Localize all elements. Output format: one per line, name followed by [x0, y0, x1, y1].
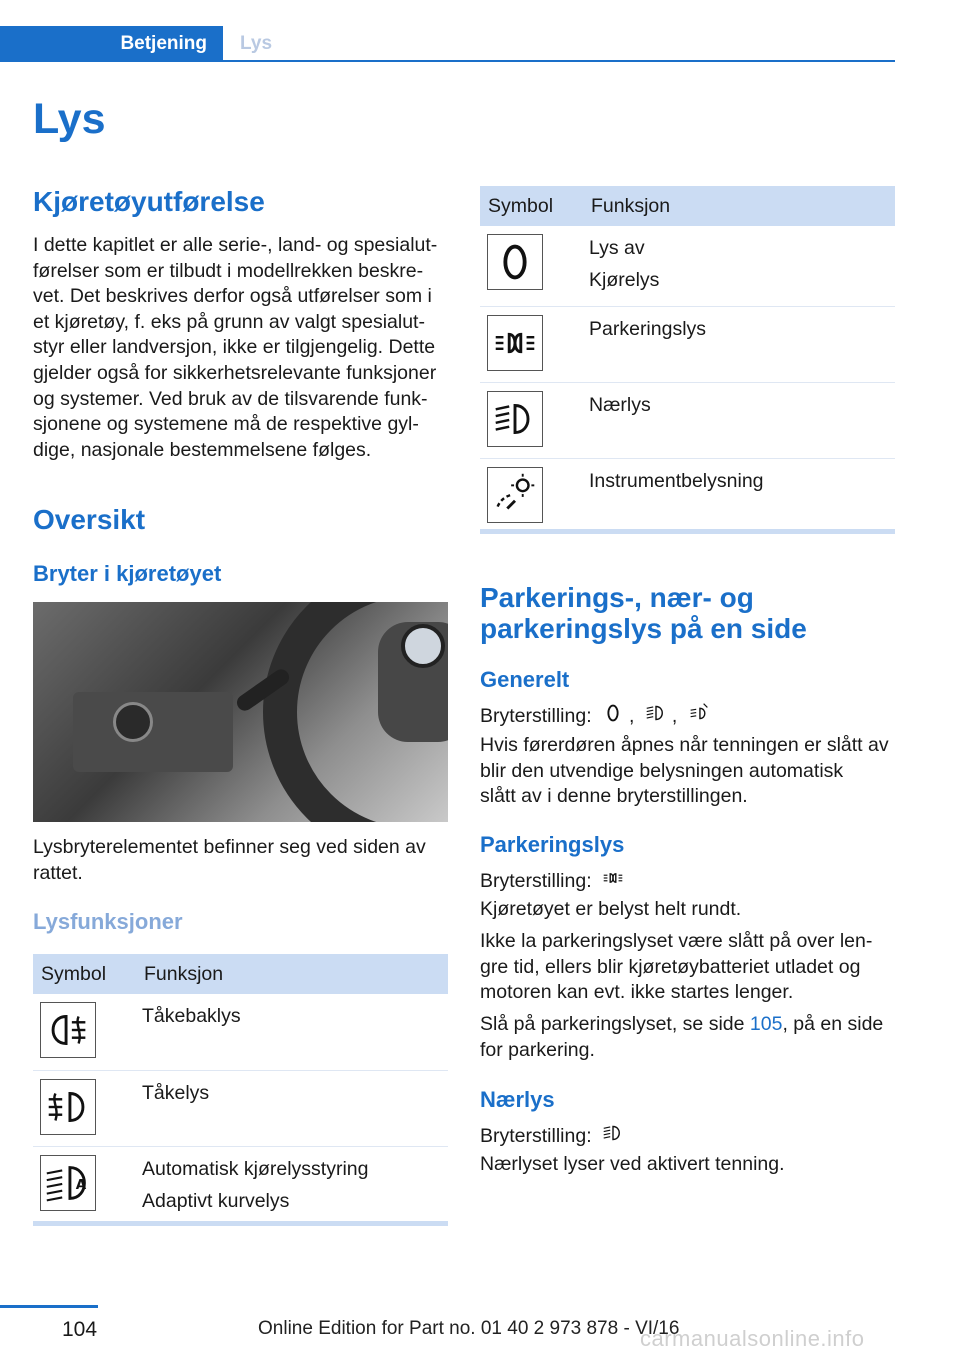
rear-fog-light-icon — [40, 1002, 96, 1058]
parking-light-icon — [600, 865, 626, 891]
table-row — [33, 1070, 448, 1146]
header-bar — [0, 0, 960, 64]
page-title: Lys — [33, 95, 106, 143]
function-text: Parkeringslys — [589, 318, 707, 340]
parking-text-2: Ikke la parkeringslyset være slått på over len- gre tid, ellers blir kjøretøybatteriet utladet og motoren kan evt. ikke startes lenger. — [480, 930, 873, 1004]
function-text: Nærlys — [589, 394, 651, 416]
instrument-lighting-icon — [487, 467, 543, 523]
footer-rule — [0, 1305, 98, 1308]
parking-text-3-end: , på en side for parkering. — [480, 1013, 884, 1061]
side-light-icon — [686, 700, 712, 726]
section-title-oversikt: Oversikt — [33, 504, 146, 535]
right-function-table — [480, 186, 895, 535]
switch-label: Bryterstilling: — [480, 705, 592, 727]
low-beam-icon — [600, 1120, 626, 1146]
lowbeam-text: Nærlyset lyser ved aktivert tenning. — [480, 1153, 785, 1175]
table-header-function: Funksjon — [581, 186, 895, 226]
table-header-symbol: Symbol — [480, 186, 581, 226]
table-row — [480, 383, 895, 459]
table-row — [480, 226, 895, 307]
lowbeam-switch-line — [480, 1120, 900, 1150]
tab-lys[interactable]: Lys — [240, 33, 273, 54]
parking-text-3 — [480, 1012, 900, 1063]
parking-light-icon — [487, 315, 543, 371]
subsection-title-generelt: Generelt — [480, 667, 570, 692]
parking-text-1: Kjøretøyet er belyst helt rundt. — [480, 898, 742, 920]
table-bottom-rule — [33, 1221, 448, 1226]
section-title-parkeringslys-side: Parkerings-, nær- og parkeringslys på en side — [480, 582, 807, 644]
page-number: 104 — [62, 1318, 98, 1341]
zero-position-icon — [600, 700, 626, 726]
watermark: carmanualsonline.info — [640, 1326, 865, 1351]
page-link-105[interactable]: 105 — [749, 1013, 783, 1035]
header-divider — [0, 60, 895, 62]
switch-label: Bryterstilling: — [480, 870, 592, 892]
function-text: Tåkelys — [142, 1081, 210, 1104]
function-text: Adaptivt kurvelys — [142, 1189, 290, 1212]
left-function-table — [33, 954, 448, 1227]
tab-betjening[interactable]: Betjening — [0, 26, 223, 62]
generelt-text: Hvis førerdøren åpnes når tenningen er slått av blir den utvendige belysningen automatisk slått av i denne bryterstillingen. — [480, 734, 889, 808]
low-beam-icon — [487, 391, 543, 447]
auto-headlight-icon — [40, 1155, 96, 1211]
separator: , — [629, 705, 635, 727]
fog-light-icon — [40, 1079, 96, 1135]
table-bottom-rule — [480, 529, 895, 534]
subsection-title-naerlys: Nærlys — [480, 1087, 555, 1112]
zero-position-icon — [487, 234, 543, 290]
table-row — [480, 307, 895, 383]
switch-label: Bryterstilling: — [480, 1125, 592, 1147]
switch-photo — [33, 602, 448, 822]
parking-switch-line — [480, 865, 900, 895]
separator: , — [671, 705, 678, 727]
function-text: Automatisk kjørelysstyring — [142, 1157, 369, 1180]
function-text: Tåkebaklys — [142, 1005, 241, 1027]
function-text: Kjørelys — [589, 269, 660, 291]
edition-text: Online Edition for Part no. 01 40 2 973 878 - VI/16 — [258, 1318, 680, 1339]
photo-caption: Lysbryterelementet befinner seg ved siden av rattet. — [33, 836, 426, 884]
table-header-symbol: Symbol — [33, 954, 134, 994]
section-title-kjoretoyutforelse: Kjøretøyutførelse — [33, 186, 265, 217]
section-text-kjoretoyutforelse: I dette kapitlet er alle serie-, land- og spesialut- førelser som er tilbudt i modellrekken beskre- vet. Det beskrives derfor også utførelser som i et kjøretøy, f. eks på grunn av valgt spesialut- styr eller landversjon, ikke er tilgjengelig. Dette gjelder også for sikkerhetsrelevante funksjoner og systemer. Ved bruk av de tilsvarende funk- sjonene og systemene må de respektive gyl- dige, nasjonale bestemmelsene følges. — [33, 234, 438, 461]
subsection-title-parkeringslys: Parkeringslys — [480, 832, 625, 857]
parking-text-3-start: Slå på parkeringslyset, se side — [480, 1013, 750, 1035]
subsection-title-bryter: Bryter i kjøretøyet — [33, 561, 222, 586]
table-row — [33, 994, 448, 1070]
subsection-title-lysfunksjoner: Lysfunksjoner — [33, 909, 183, 934]
low-beam-icon — [643, 700, 669, 726]
table-row — [480, 459, 895, 535]
function-text: Lys av — [589, 237, 645, 259]
generelt-switch-line — [480, 700, 900, 730]
table-row — [33, 1146, 448, 1227]
function-text: Instrumentbelysning — [589, 470, 764, 492]
table-header-function: Funksjon — [134, 954, 448, 994]
